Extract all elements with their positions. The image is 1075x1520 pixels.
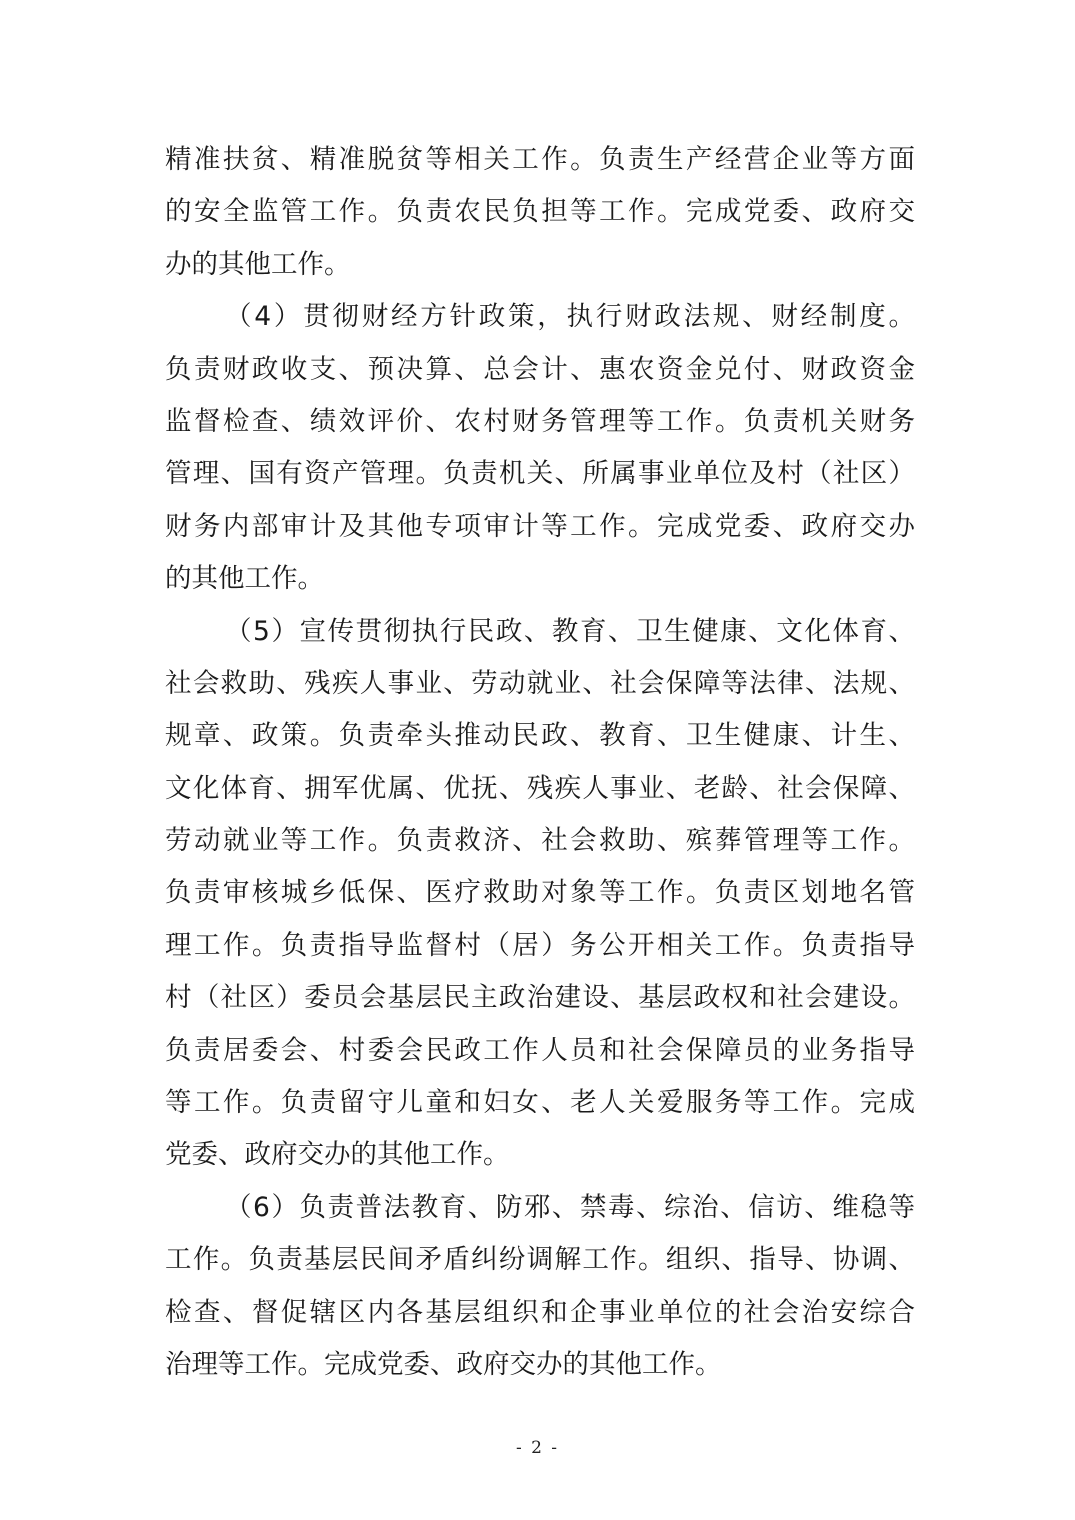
text-line: 社会救助、残疾人事业、劳动就业、社会保障等法律、法规、 <box>165 667 915 699</box>
text-line: 文化体育、拥军优属、优抚、残疾人事业、老龄、社会保障、 <box>165 772 915 804</box>
text-line: 监督检查、绩效评价、农村财务管理等工作。负责机关财务 <box>165 405 915 437</box>
text-line: 等工作。负责留守儿童和妇女、老人关爱服务等工作。完成 <box>165 1087 915 1119</box>
text-line: 负责财政收支、预决算、总会计、惠农资金兑付、财政资金 <box>165 353 915 385</box>
text-line: 财务内部审计及其他专项审计等工作。完成党委、政府交办 <box>165 510 915 542</box>
paragraph-6-heading-line: （6）负责普法教育、防邪、禁毒、综治、信访、维稳等 <box>225 1191 915 1223</box>
text-line: 治理等工作。完成党委、政府交办的其他工作。 <box>165 1348 722 1380</box>
text-line: 规章、政策。负责牵头推动民政、教育、卫生健康、计生、 <box>165 720 915 752</box>
text-line: 检查、督促辖区内各基层组织和企事业单位的社会治安综合 <box>165 1296 915 1328</box>
text-line: 办的其他工作。 <box>165 248 351 280</box>
text-line: 村（社区）委员会基层民主政治建设、基层政权和社会建设。 <box>165 982 915 1014</box>
document-body <box>165 134 915 1391</box>
text-line: 理工作。负责指导监督村（居）务公开相关工作。负责指导 <box>165 929 915 961</box>
text-line: 党委、政府交办的其他工作。 <box>165 1139 510 1171</box>
text-line: 管理、国有资产管理。负责机关、所属事业单位及村（社区） <box>165 458 915 490</box>
text-line: 的其他工作。 <box>165 563 324 595</box>
text-line: 的安全监管工作。负责农民负担等工作。完成党委、政府交 <box>165 196 915 228</box>
page-number: - 2 - <box>515 1438 560 1458</box>
text-line: 负责居委会、村委会民政工作人员和社会保障员的业务指导 <box>165 1034 915 1066</box>
text-line: 负责审核城乡低保、医疗救助对象等工作。负责区划地名管 <box>165 877 915 909</box>
text-line: 劳动就业等工作。负责救济、社会救助、殡葬管理等工作。 <box>165 825 915 857</box>
text-line: 精准扶贫、精准脱贫等相关工作。负责生产经营企业等方面 <box>165 144 915 175</box>
text-line: 工作。负责基层民间矛盾纠纷调解工作。组织、指导、协调、 <box>165 1244 915 1276</box>
paragraph-4-heading-line: （4）贯彻财经方针政策，执行财政法规、财经制度。 <box>225 301 915 333</box>
paragraph-5-heading-line: （5）宣传贯彻执行民政、教育、卫生健康、文化体育、 <box>225 615 915 647</box>
